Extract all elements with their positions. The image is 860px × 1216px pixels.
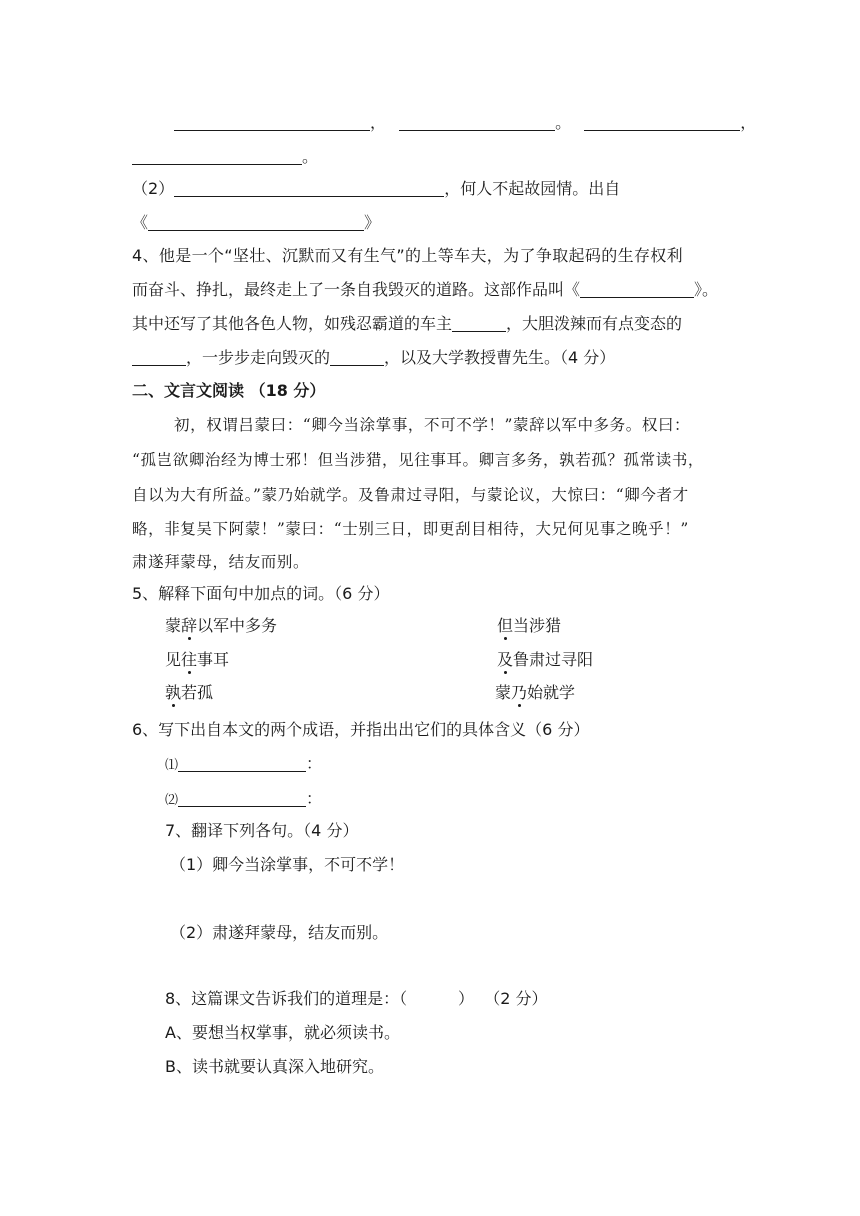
q7-title: 7、翻译下列各句。（4 分）: [165, 821, 359, 840]
item-number: （2）: [132, 179, 175, 198]
answer-blank[interactable]: [452, 315, 506, 332]
q5-text: 事耳: [197, 650, 230, 669]
question-text: 而奋斗、挣扎，最终走上了一条自我毁灭的道路。这部作品叫《: [132, 280, 581, 299]
section-title: 二、文言文阅读 （18 分）: [132, 381, 326, 400]
question-text: ，以及大学教授曹先生。（4 分）: [384, 348, 616, 367]
q8-title: 8、这篇课文告诉我们的道理是：（ ） （2 分）: [165, 989, 548, 1008]
answer-blank[interactable]: [330, 349, 384, 366]
q5-item: [495, 682, 575, 704]
q5-text: 蒙: [165, 616, 182, 635]
dotted-word: 乃: [511, 683, 528, 702]
q5-text: 若孤: [181, 683, 214, 702]
q7-sentence: （2）肃遂拜蒙母，结友而别。: [170, 923, 389, 942]
answer-blank[interactable]: [132, 349, 186, 366]
q5-text: 当涉猎: [513, 616, 562, 635]
q6-item: [165, 753, 322, 777]
question-text: 其中还写了其他各色人物，如残忍霸道的车主: [132, 314, 453, 333]
punct: 《: [132, 213, 149, 232]
punct: 》。: [694, 280, 719, 299]
q8-option[interactable]: A、要想当权掌事，就必须读书。: [165, 1023, 400, 1042]
q8-option[interactable]: B、读书就要认真深入地研究。: [165, 1057, 384, 1076]
passage-line: 略，非复吴下阿蒙！”蒙曰：“士别三日，即更刮目相待，大兄何见事之晚乎！”: [132, 520, 689, 538]
passage-line: “孤岂欲卿治经为博士邪！但当涉猎，见往事耳。卿言多务，孰若孤？孤常读书，: [132, 451, 705, 469]
punct: ，: [740, 113, 757, 132]
q4-line3: [132, 313, 682, 335]
answer-blank[interactable]: [584, 114, 740, 131]
q3-line2: [132, 146, 318, 168]
answer-blank[interactable]: [148, 214, 364, 231]
passage-line: 肃遂拜蒙母，结友而别。: [132, 553, 310, 571]
dotted-word: 辞: [181, 616, 198, 635]
punct: ：: [306, 789, 323, 808]
q5-text: 鲁肃过寻阳: [513, 650, 594, 669]
question-text: ，何人不起故园情。出自: [444, 179, 621, 198]
dotted-word: 往: [181, 650, 198, 669]
answer-blank[interactable]: [174, 114, 370, 131]
punct: 。: [302, 147, 319, 166]
q3-source-line: [132, 212, 380, 234]
q5-item: [165, 649, 229, 671]
item-number: ⑵: [165, 793, 179, 808]
q6-title: 6、写下出自本文的两个成语，并指出出它们的具体含义（6 分）: [132, 720, 590, 739]
dotted-word: 但: [497, 616, 514, 635]
passage-line: 自以为大有所益。”蒙乃始就学。及鲁肃过寻阳，与蒙论议，大惊曰：“卿今者才: [132, 486, 689, 504]
answer-blank[interactable]: [132, 148, 302, 165]
q5-text: 始就学: [527, 683, 576, 702]
answer-blank[interactable]: [399, 114, 555, 131]
q3-part2: [132, 178, 620, 200]
dotted-word: 及: [497, 650, 514, 669]
q5-item: [165, 615, 277, 637]
item-number: ⑴: [165, 758, 179, 773]
answer-blank[interactable]: [580, 281, 694, 298]
answer-blank[interactable]: [178, 790, 306, 807]
q4-line1: 4、他是一个“坚壮、沉默而又有生气”的上等车夫，为了争取起码的生存权利: [132, 246, 684, 265]
question-text: ，大胆泼辣而有点变态的: [506, 314, 683, 333]
q5-item: [165, 682, 213, 704]
q3-line1: [174, 112, 756, 134]
q5-text: 以军中多务: [197, 616, 278, 635]
dotted-word: 孰: [165, 683, 182, 702]
q6-item: [165, 788, 322, 812]
q7-sentence: （1）卿今当涂掌事，不可不学！: [170, 855, 405, 874]
q5-item: [497, 649, 593, 671]
answer-blank[interactable]: [174, 180, 444, 197]
passage-line: 初，权谓吕蒙曰：“卿今当涂掌事，不可不学！”蒙辞以军中多务。权曰：: [174, 416, 691, 434]
q4-line2: [132, 279, 718, 301]
q4-line4: [132, 347, 615, 369]
punct: 》: [364, 213, 381, 232]
punct: ，: [370, 113, 387, 132]
q5-title: 5、解释下面句中加点的词。（6 分）: [132, 584, 390, 603]
q5-text: 见: [165, 650, 182, 669]
punct: 。: [555, 113, 572, 132]
q5-text: 蒙: [495, 683, 512, 702]
question-text: ，一步步走向毁灭的: [186, 348, 331, 367]
q5-item: [497, 615, 561, 637]
answer-blank[interactable]: [178, 755, 306, 772]
punct: ：: [306, 754, 323, 773]
